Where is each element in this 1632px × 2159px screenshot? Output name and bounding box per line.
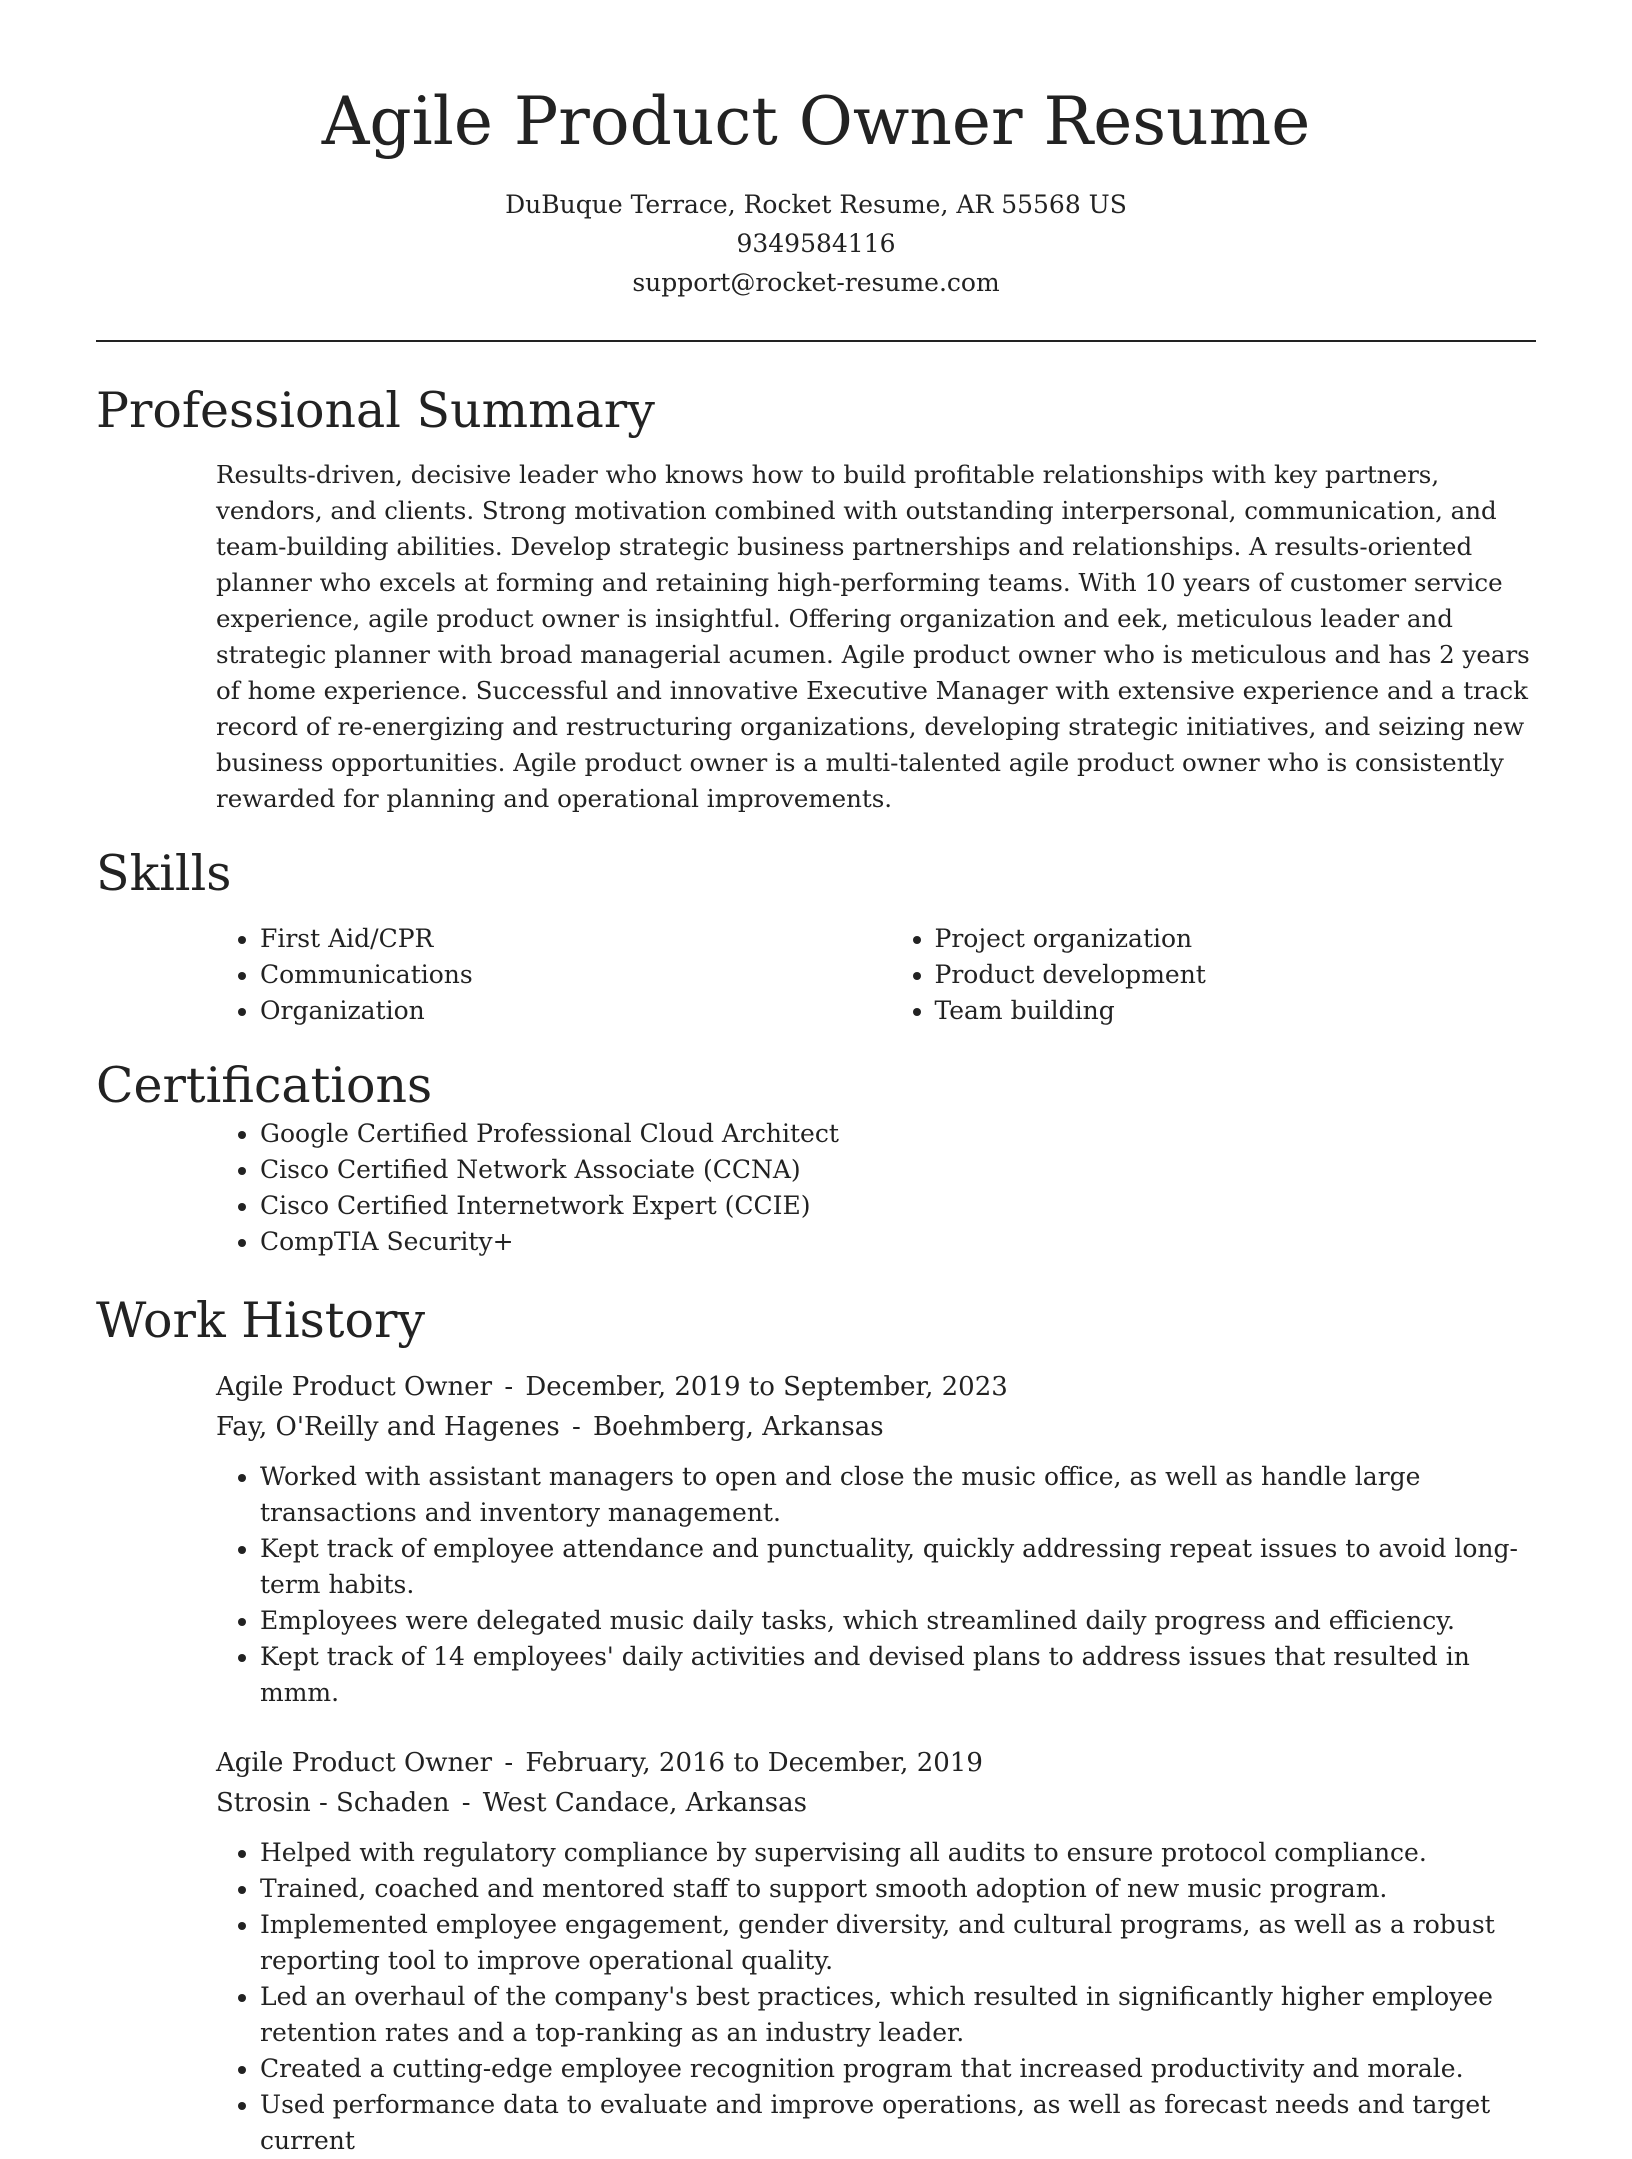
job-title-line [216, 1743, 1536, 1783]
job-bullet: • Kept track of 14 employees' daily activities and devised plans to address issues that resulted in mmm. [260, 1639, 1536, 1711]
skills-section [96, 843, 1536, 1028]
skill-item: • Product development [935, 957, 1537, 993]
job-bullet: • Trained, coached and mentored staff to support smooth adoption of new music program. [260, 1871, 1536, 1907]
job-bullet: • Helped with regulatory compliance by supervising all audits to ensure protocol compliance. [260, 1835, 1536, 1871]
job-title: Agile Product Owner [216, 1372, 493, 1403]
job-bullet: • Used performance data to evaluate and improve operations, as well as forecast needs and target current [260, 2087, 1536, 2159]
header-divider [96, 340, 1536, 342]
job-bullet: • Kept track of employee attendance and punctuality, quickly addressing repeat issues to avoid long-term habits. [260, 1531, 1536, 1603]
separator: - [461, 1788, 471, 1819]
certification-item: • Google Certified Professional Cloud Architect [260, 1116, 1536, 1152]
resume-title: Agile Product Owner Resume [321, 83, 1311, 160]
certification-item: • Cisco Certified Network Associate (CCNA) [260, 1152, 1536, 1188]
skills-list-left [96, 921, 862, 1029]
skills-heading: Skills [96, 845, 232, 903]
certifications-heading: Certifications [96, 1056, 433, 1114]
certifications-list [96, 1116, 1536, 1260]
job-title: Agile Product Owner [216, 1748, 493, 1779]
job-company-line [216, 1407, 1536, 1447]
contact-phone: 9349584116 [736, 229, 896, 259]
separator: - [571, 1412, 581, 1443]
skill-item: • Organization [260, 993, 862, 1029]
job-bullet: • Implemented employee engagement, gender diversity, and cultural programs, as well as a robust reporting tool to improve operational quality. [260, 1907, 1536, 1979]
job-company-line [216, 1783, 1536, 1823]
job-dates: December, 2019 to September, 2023 [525, 1372, 1008, 1403]
work-heading: Work History [96, 1291, 426, 1349]
job-location: Boehmberg, Arkansas [593, 1412, 884, 1443]
skill-item: • Team building [935, 993, 1537, 1029]
job-bullets [216, 1459, 1536, 1711]
skill-item: • Communications [260, 957, 862, 993]
summary-section [96, 380, 1536, 817]
work-section [96, 1290, 1536, 2159]
job-location: West Candace, Arkansas [482, 1788, 807, 1819]
skill-item: • Project organization [935, 921, 1537, 957]
job-title-line [216, 1367, 1536, 1407]
skills-list-right [862, 921, 1537, 1029]
skills-grid [96, 921, 1536, 1029]
contact-email: support@rocket-resume.com [632, 268, 1000, 298]
summary-text: Results-driven, decisive leader who knows how to build profitable relationships with key partners, vendors, and clients. Strong motivation combined with outstanding interpersonal, communication, and team-building abilities. Develop strategic business partnerships and relationships. A results-oriented planner who excels at forming and retaining high-performing teams. With 10 years of customer service experience, agile product owner is insightful. Offering organization and eek, meticulous leader and strategic planner with broad managerial acumen. Agile product owner who is meticulous and has 2 years of home experience. Successful and innovative Executive Manager with extensive experience and a track record of re-energizing and restructuring organizations, developing strategic initiatives, and seizing new business opportunities. Agile product owner is a multi-talented agile product owner who is consistently rewarded for planning and operational improvements. [216, 460, 1530, 814]
job-bullet: • Employees were delegated music daily tasks, which streamlined daily progress and efficiency. [260, 1603, 1536, 1639]
certifications-section [96, 1055, 1536, 1260]
job-bullet: • Led an overhaul of the company's best practices, which resulted in significantly higher employee retention rates and a top-ranking as an industry leader. [260, 1979, 1536, 2051]
job-entry [216, 1743, 1536, 2159]
job-bullet: • Worked with assistant managers to open and close the music office, as well as handle large transactions and inventory management. [260, 1459, 1536, 1531]
separator: - [504, 1748, 514, 1779]
certification-item: • CompTIA Security+ [260, 1224, 1536, 1260]
separator: - [504, 1372, 514, 1403]
job-entry [216, 1367, 1536, 1711]
skill-item: • First Aid/CPR [260, 921, 862, 957]
summary-heading: Professional Summary [96, 382, 655, 440]
job-bullets [216, 1835, 1536, 2159]
job-dates: February, 2016 to December, 2019 [525, 1748, 983, 1779]
job-company: Fay, O'Reilly and Hagenes [216, 1412, 560, 1443]
resume-header [96, 0, 1536, 302]
job-company: Strosin - Schaden [216, 1788, 450, 1819]
job-bullet: • Created a cutting-edge employee recognition program that increased productivity and morale. [260, 2051, 1536, 2087]
certification-item: • Cisco Certified Internetwork Expert (CCIE) [260, 1188, 1536, 1224]
contact-address: DuBuque Terrace, Rocket Resume, AR 55568 US [505, 190, 1127, 220]
